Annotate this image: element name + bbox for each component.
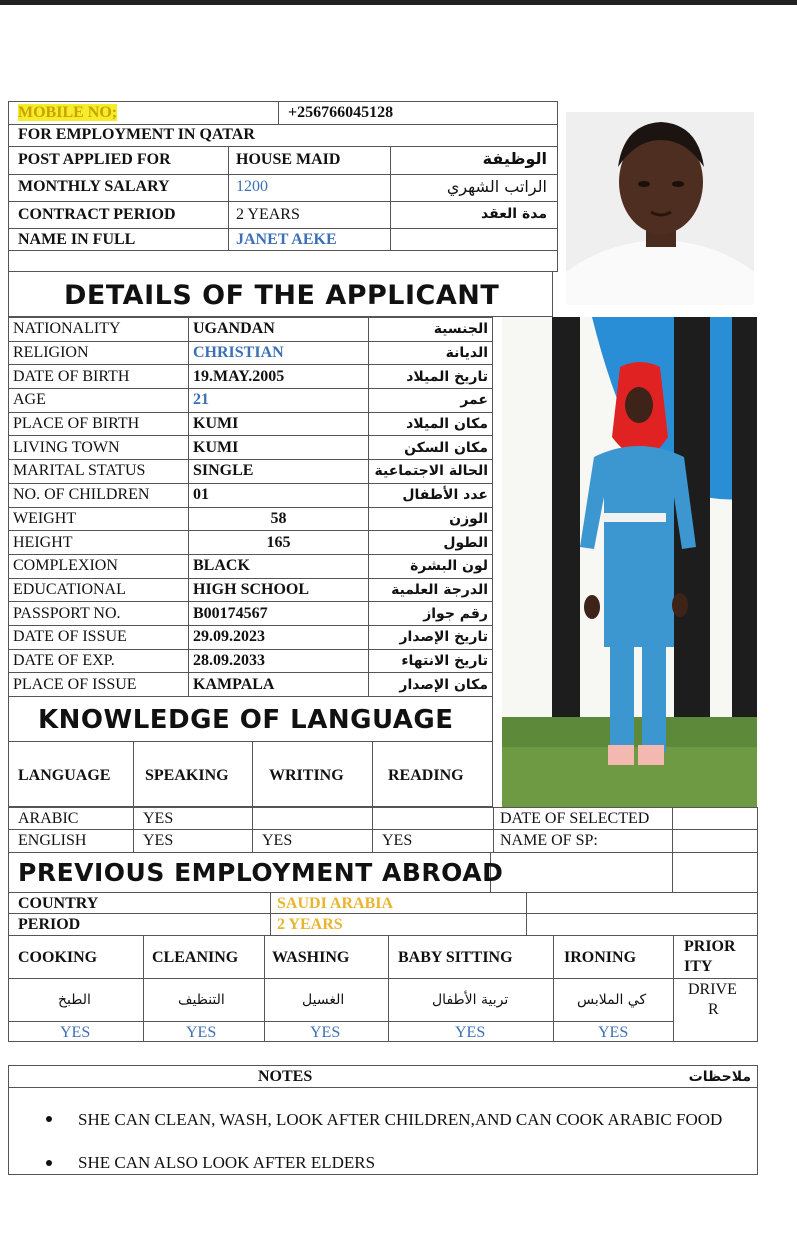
skill-cleaning-value: YES (186, 1024, 217, 1041)
detail-label: NATIONALITY (9, 318, 189, 342)
detail-arabic: مكان الميلاد (369, 412, 493, 436)
skill-washing-value: YES (310, 1024, 341, 1041)
detail-label: RELIGION (9, 341, 189, 365)
employment-country: FOR EMPLOYMENT IN QATAR (18, 126, 255, 143)
detail-value: B00174567 (189, 602, 369, 626)
bullet-icon (46, 1160, 52, 1166)
detail-label: PLACE OF BIRTH (9, 412, 189, 436)
detail-label: DATE OF EXP. (9, 649, 189, 673)
detail-arabic: عدد الأطفال (369, 483, 493, 507)
detail-value: 19.MAY.2005 (189, 365, 369, 389)
detail-label: COMPLEXION (9, 554, 189, 578)
skill-cleaning-label: CLEANING (152, 949, 239, 966)
detail-arabic: لون البشرة (369, 554, 493, 578)
detail-arabic: مكان الإصدار (369, 673, 493, 697)
details-table (8, 317, 493, 697)
detail-arabic: الديانة (369, 341, 493, 365)
detail-row (9, 649, 493, 673)
post-label: POST APPLIED FOR (18, 151, 171, 168)
detail-label: DATE OF ISSUE (9, 625, 189, 649)
detail-label: WEIGHT (9, 507, 189, 531)
detail-arabic: الوزن (369, 507, 493, 531)
language-title: KNOWLEDGE OF LANGUAGE (38, 705, 454, 735)
skill-ironing-label: IRONING (564, 949, 637, 966)
detail-value: BLACK (189, 554, 369, 578)
lang-header-writing: WRITING (269, 767, 344, 784)
detail-arabic: الحالة الاجتماعية (369, 460, 493, 484)
lang-english-name: ENGLISH (18, 832, 87, 849)
detail-row (9, 460, 493, 484)
detail-arabic: الدرجة العلمية (369, 578, 493, 602)
top-border (0, 0, 797, 5)
mobile-label: MOBILE NO; (18, 104, 118, 121)
notes-title: NOTES (258, 1068, 313, 1085)
detail-row (9, 673, 493, 697)
lang-english-writing: YES (262, 832, 293, 849)
detail-row (9, 389, 493, 413)
detail-value: KUMI (189, 436, 369, 460)
detail-row (9, 578, 493, 602)
detail-arabic: تاريخ الانتهاء (369, 649, 493, 673)
detail-value: SINGLE (189, 460, 369, 484)
detail-value: 01 (189, 483, 369, 507)
skill-washing-label: WASHING (272, 949, 350, 966)
detail-value: KUMI (189, 412, 369, 436)
skill-ironing-arabic: كي الملابس (577, 992, 647, 1008)
salary-label: MONTHLY SALARY (18, 178, 170, 195)
salary-arabic: الراتب الشهري (446, 177, 547, 196)
country-label: COUNTRY (18, 895, 99, 912)
detail-row (9, 341, 493, 365)
lang-english-speaking: YES (143, 832, 174, 849)
priority-driver-line1: DRIVE (688, 981, 737, 998)
detail-label: EDUCATIONAL (9, 578, 189, 602)
previous-title: PREVIOUS EMPLOYMENT ABROAD (18, 858, 504, 887)
detail-row (9, 554, 493, 578)
period-value: 2 YEARS (277, 916, 343, 933)
detail-row (9, 507, 493, 531)
detail-row (9, 365, 493, 389)
detail-label: NO. OF CHILDREN (9, 483, 189, 507)
lang-arabic-speaking: YES (143, 810, 174, 827)
lang-header-reading: READING (388, 767, 464, 784)
detail-arabic: تاريخ الإصدار (369, 625, 493, 649)
skill-cooking-label: COOKING (18, 949, 98, 966)
skill-washing-arabic: الغسيل (302, 992, 345, 1008)
skill-babysitting-arabic: تربية الأطفال (432, 992, 509, 1008)
detail-value: KAMPALA (189, 673, 369, 697)
detail-value: 165 (189, 531, 369, 555)
note-item-1: SHE CAN CLEAN, WASH, LOOK AFTER CHILDREN,AND CAN COOK ARABIC FOOD (78, 1110, 723, 1129)
detail-arabic: الجنسية (369, 318, 493, 342)
detail-row (9, 318, 493, 342)
detail-value: UGANDAN (189, 318, 369, 342)
post-value: HOUSE MAID (236, 151, 341, 168)
detail-label: PLACE OF ISSUE (9, 673, 189, 697)
detail-arabic: رقم جواز (369, 602, 493, 626)
salary-value: 1200 (236, 178, 268, 195)
detail-label: AGE (9, 389, 189, 413)
applicant-headshot (566, 112, 754, 305)
detail-label: DATE OF BIRTH (9, 365, 189, 389)
detail-row (9, 436, 493, 460)
notes-arabic: ملاحظات (688, 1069, 751, 1085)
mobile-value: +256766045128 (288, 104, 394, 121)
detail-row (9, 625, 493, 649)
skill-ironing-value: YES (598, 1024, 629, 1041)
detail-arabic: مكان السكن (369, 436, 493, 460)
skill-cooking-arabic: الطبخ (58, 992, 91, 1008)
detail-row (9, 602, 493, 626)
detail-arabic: تاريخ الميلاد (369, 365, 493, 389)
skill-babysitting-label: BABY SITTING (398, 949, 513, 966)
skill-babysitting-value: YES (455, 1024, 486, 1041)
post-arabic: الوظيفة (482, 149, 547, 168)
period-label: PERIOD (18, 916, 81, 933)
detail-value: 28.09.2033 (189, 649, 369, 673)
detail-label: LIVING TOWN (9, 436, 189, 460)
detail-label: PASSPORT NO. (9, 602, 189, 626)
detail-value: HIGH SCHOOL (189, 578, 369, 602)
detail-value: 21 (189, 389, 369, 413)
detail-row (9, 483, 493, 507)
note-item-2: SHE CAN ALSO LOOK AFTER ELDERS (78, 1153, 376, 1172)
contract-arabic: مدة العقد (480, 206, 547, 222)
detail-arabic: الطول (369, 531, 493, 555)
lang-header-speaking: SPEAKING (145, 767, 229, 784)
name-value: JANET AEKE (236, 231, 337, 248)
details-title: DETAILS OF THE APPLICANT (64, 280, 500, 311)
detail-value: 58 (189, 507, 369, 531)
detail-label: HEIGHT (9, 531, 189, 555)
contract-value: 2 YEARS (236, 206, 300, 223)
priority-driver-line2: R (708, 1001, 719, 1018)
detail-row (9, 531, 493, 555)
sp-name-label: NAME OF SP: (500, 832, 598, 849)
detail-arabic: عمر (369, 389, 493, 413)
name-label: NAME IN FULL (18, 231, 136, 248)
lang-english-reading: YES (382, 832, 413, 849)
lang-arabic-name: ARABIC (18, 810, 79, 827)
date-selected-label: DATE OF SELECTED (500, 810, 650, 827)
skill-cleaning-arabic: التنظيف (178, 992, 225, 1008)
detail-value: 29.09.2023 (189, 625, 369, 649)
detail-label: MARITAL STATUS (9, 460, 189, 484)
country-value: SAUDI ARABIA (277, 895, 394, 912)
bullet-icon (46, 1116, 52, 1122)
skill-cooking-value: YES (60, 1024, 91, 1041)
priority-line2: ITY (684, 958, 713, 975)
lang-header-language: LANGUAGE (18, 767, 111, 784)
contract-label: CONTRACT PERIOD (18, 206, 176, 223)
detail-row (9, 412, 493, 436)
priority-line1: PRIOR (684, 938, 736, 955)
detail-value: CHRISTIAN (189, 341, 369, 365)
applicant-full-photo (502, 317, 757, 808)
